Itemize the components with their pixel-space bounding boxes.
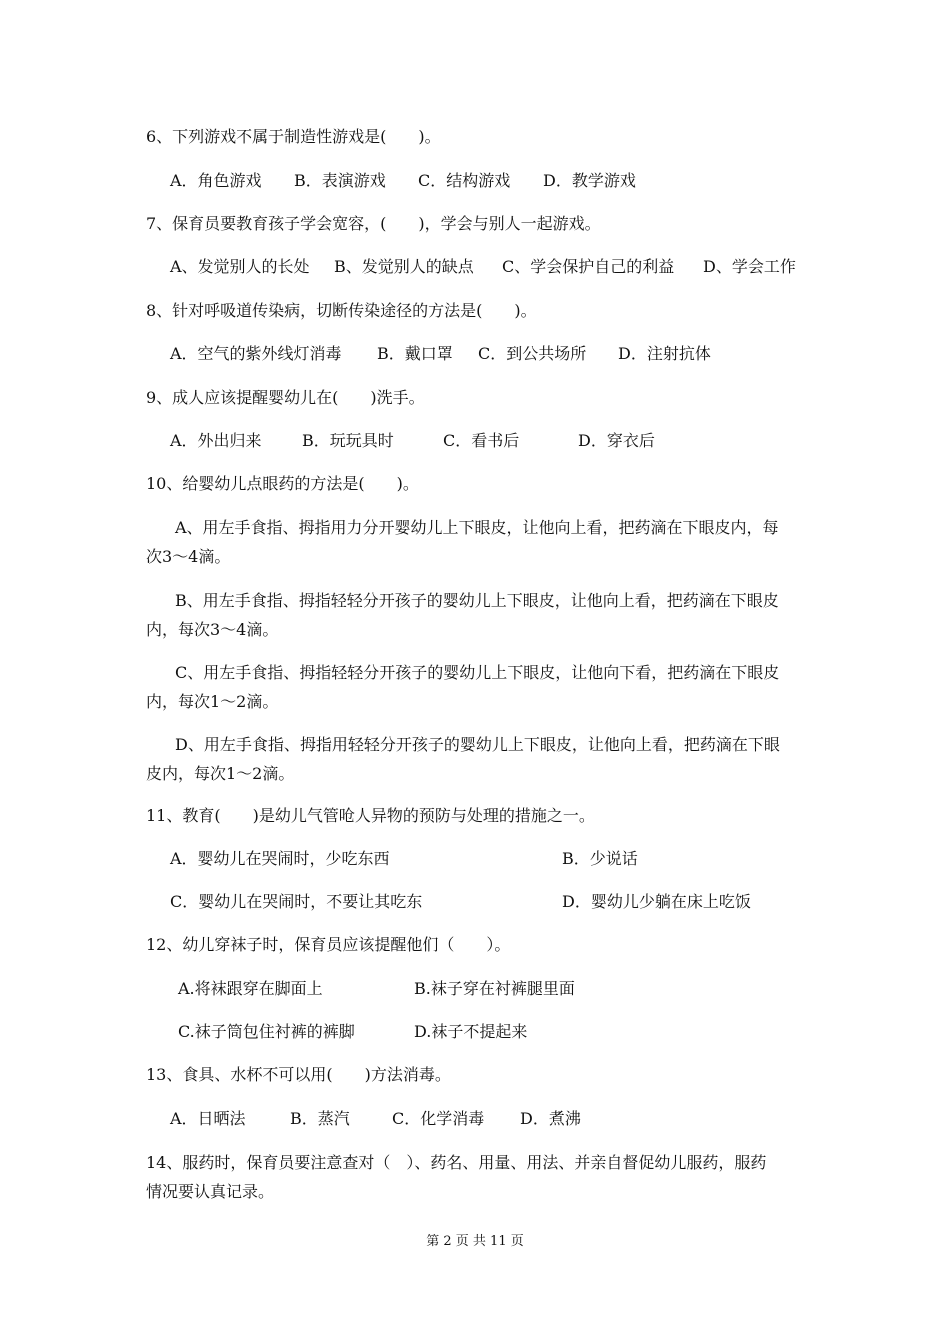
question-7: 7、保育员要教育孩子学会宽容，( )，学会与别人一起游戏。: [146, 214, 601, 233]
option-c: C．结构游戏: [418, 171, 511, 190]
option-a: A．婴幼儿在哭闹时，少吃东西: [170, 849, 390, 868]
question-11: 11、教育( )是幼儿气管呛人异物的预防与处理的措施之一。: [146, 806, 595, 825]
option-c: C．到公共场所: [478, 344, 587, 363]
option-d-line-2: 皮内，每次1～2滴。: [146, 764, 295, 783]
option-a: A.将袜跟穿在脚面上: [178, 979, 323, 998]
option-d: D.袜子不提起来: [414, 1022, 528, 1041]
option-d: D．教学游戏: [543, 171, 636, 190]
option-c: C.袜子筒包住衬裤的裤脚: [178, 1022, 355, 1041]
option-b: B、发觉别人的缺点: [334, 257, 474, 276]
option-d: D．穿衣后: [578, 431, 655, 450]
question-6: 6、下列游戏不属于制造性游戏是( )。: [146, 127, 441, 146]
option-d: D．注射抗体: [618, 344, 711, 363]
question-14-line-1: 14、服药时，保育员要注意查对（ ）、药名、用量、用法、并亲自督促幼儿服药，服药: [146, 1153, 767, 1172]
question-13: 13、食具、水杯不可以用( )方法消毒。: [146, 1065, 451, 1084]
option-b: B．少说话: [562, 849, 638, 868]
option-c-line-1: C、用左手食指、拇指轻轻分开孩子的婴幼儿上下眼皮，让他向下看，把药滴在下眼皮: [175, 663, 780, 682]
option-a: A．角色游戏: [170, 171, 262, 190]
option-d: D．煮沸: [520, 1109, 581, 1128]
option-b: B．戴口罩: [377, 344, 453, 363]
option-a: A．外出归来: [170, 431, 262, 450]
option-a: A．日晒法: [170, 1109, 246, 1128]
option-b-line-2: 内，每次3～4滴。: [146, 620, 279, 639]
option-c: C．化学消毒: [392, 1109, 485, 1128]
option-d: D．婴幼儿少躺在床上吃饭: [562, 892, 751, 911]
option-c: C．看书后: [443, 431, 520, 450]
question-8: 8、针对呼吸道传染病，切断传染途径的方法是( )。: [146, 301, 537, 320]
option-d: D、学会工作: [703, 257, 796, 276]
option-c-line-2: 内，每次1～2滴。: [146, 692, 279, 711]
page-footer: 第 2 页 共 11 页: [426, 1234, 524, 1249]
option-b: B．表演游戏: [294, 171, 386, 190]
option-b-line-1: B、用左手食指、拇指轻轻分开孩子的婴幼儿上下眼皮，让他向上看，把药滴在下眼皮: [175, 591, 779, 610]
option-a: A、发觉别人的长处: [170, 257, 310, 276]
option-a-line-2: 次3～4滴。: [146, 547, 231, 566]
option-c: C、学会保护自己的利益: [502, 257, 675, 276]
option-c: C．婴幼儿在哭闹时，不要让其吃东: [170, 892, 423, 911]
option-b: B．蒸汽: [290, 1109, 350, 1128]
option-b: B.袜子穿在衬裤腿里面: [414, 979, 575, 998]
question-9: 9、成人应该提醒婴幼儿在( )洗手。: [146, 388, 425, 407]
option-a-line-1: A、用左手食指、拇指用力分开婴幼儿上下眼皮，让他向上看，把药滴在下眼皮内，每: [175, 518, 779, 537]
option-d-line-1: D、用左手食指、拇指用轻轻分开孩子的婴幼儿上下眼皮，让他向上看，把药滴在下眼: [175, 735, 780, 754]
question-14-line-2: 情况要认真记录。: [146, 1182, 275, 1201]
option-b: B．玩玩具时: [302, 431, 394, 450]
question-12: 12、幼儿穿袜子时，保育员应该提醒他们（ ）。: [146, 935, 511, 954]
question-10: 10、给婴幼儿点眼药的方法是( )。: [146, 474, 419, 493]
option-a: A．空气的紫外线灯消毒: [170, 344, 342, 363]
